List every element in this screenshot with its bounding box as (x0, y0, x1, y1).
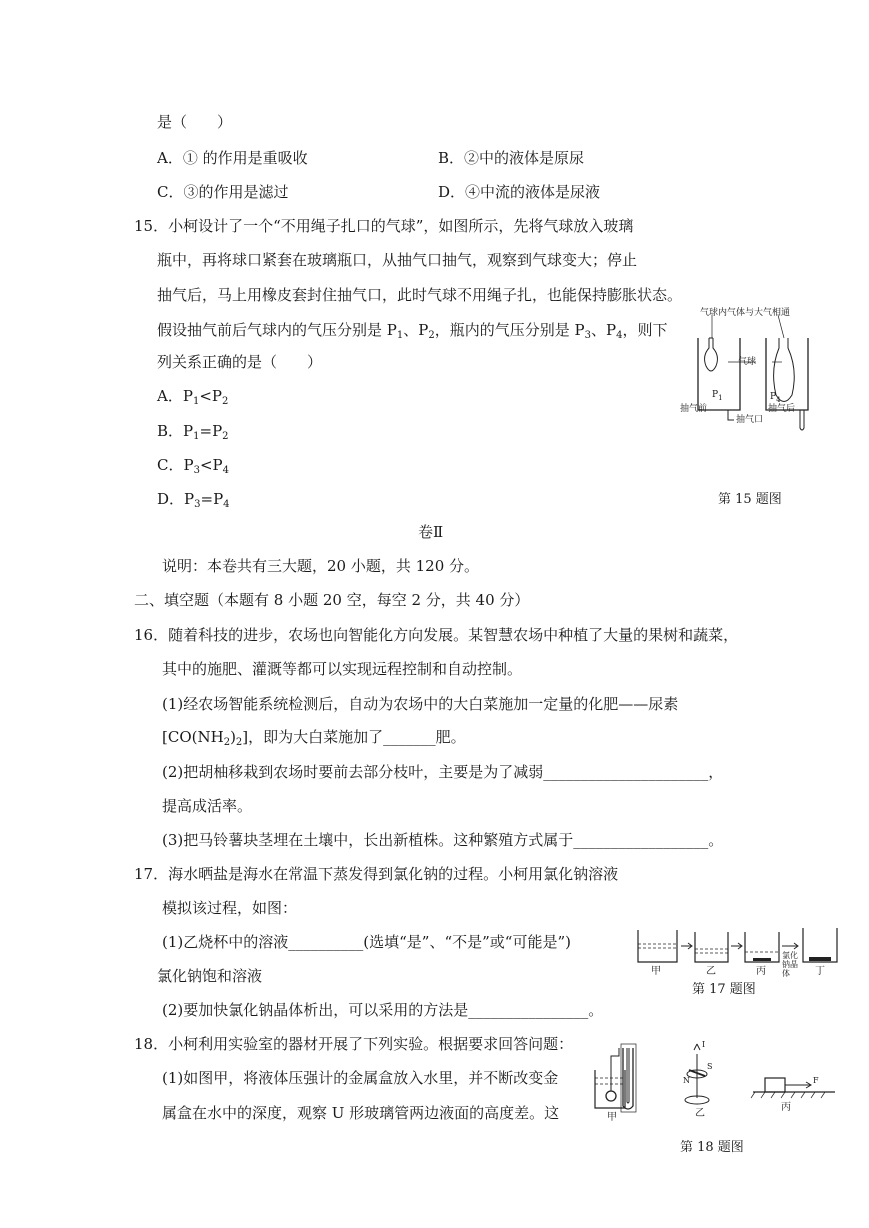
wooden-block (765, 1078, 785, 1092)
q15-option-d: D．$P_3=P_4$ (157, 490, 230, 510)
q15-fig-label-port: 抽气口 (736, 415, 764, 425)
q15-caption: 第 15 题图 (718, 492, 782, 507)
q15-fig-label-before: 抽气前 (680, 404, 708, 414)
q17-fig-label-yi: 乙 (706, 966, 716, 977)
q17-line-1: 17．海水晒盐是海水在常温下蒸发得到氯化钠的过程。小柯用氯化钠溶液 (134, 865, 619, 883)
q15-line-3: 抽气后，马上用橡皮套封住抽气口，此时气球不用绳子扎，也能保持膨胀状态。 (157, 286, 683, 304)
left-balloon (705, 338, 718, 371)
crystal-deposit (753, 958, 771, 961)
q14-option-b: B．②中的液体是原尿 (438, 149, 585, 167)
q16-line-2: 其中的施肥、灌溉等都可以实现远程控制和自动控制。 (162, 660, 523, 678)
q17-fig-label-ding: 丁 (815, 966, 825, 977)
q17-sub1-line-2: 氯化钠饱和溶液 (157, 967, 263, 985)
q15-fig-label-p4: $P_4$ (770, 392, 781, 404)
section-2-heading: 二、填空题（本题有 8 小题 20 空，每空 2 分，共 40 分） (134, 591, 530, 609)
q15-fig-label-p1: $P_1$ (712, 390, 723, 402)
q17-figure (635, 924, 841, 980)
q15-fig-label-top: 气球内气体与大气相通 (700, 308, 791, 318)
q18-sub1-line-1: (1)如图甲，将液体压强计的金属盒放入水里，并不断改变金 (162, 1069, 559, 1087)
q15-line-5: 列关系正确的是（ ） (157, 353, 323, 371)
q17-sub1-line-1: (1)乙烧杯中的溶液__________(选填“是”、“不是”或“可能是”) (162, 933, 571, 951)
q15-option-b: B．$P_1=P_2$ (157, 422, 229, 442)
q17-line-2: 模拟该过程，如图： (162, 899, 298, 917)
q14-tail: 是（ ） (157, 113, 233, 131)
q17-caption: 第 17 题图 (692, 982, 756, 997)
beaker-bing (745, 932, 779, 962)
q17-fig-label-jia: 甲 (651, 966, 661, 977)
q17-fig-label-bing: 丙 (756, 966, 766, 977)
q18-line-1: 18．小柯利用实验室的器材开展了下列实验。根据要求回答问题： (134, 1035, 574, 1053)
q18-fig-label-N: N (683, 1076, 690, 1085)
q15-fig-label-balloon: 气球 (738, 357, 757, 367)
volume-2-note: 说明：本卷共有三大题，20 小题，共 120 分。 (162, 557, 480, 575)
q18-figure (585, 1040, 840, 1125)
beakers-diagram (635, 924, 841, 980)
q15-option-c: C．$P_3<P_4$ (157, 456, 229, 476)
beaker-ding (803, 928, 837, 962)
experiments-diagram (585, 1040, 840, 1125)
q15-fig-label-after: 抽气后 (768, 404, 796, 414)
q18-fig-label-S: S (707, 1062, 713, 1071)
q17-fig-crystal-label: 氯化钠晶体 (782, 951, 798, 978)
q18-sub1-line-2: 属盒在水中的深度，观察 U 形玻璃管两边液面的高度差。这 (162, 1104, 560, 1122)
q18-fig-label-jia: 甲 (607, 1112, 617, 1123)
q16-sub3: (3)把马铃薯块茎埋在土壤中，长出新植株。这种繁殖方式属于__________________。 (162, 831, 724, 849)
q16-sub1-line-2: $[CO(NH_2)_2]$，即为大白菜施加了_______肥。 (162, 728, 466, 748)
q18-fig-label-I: I (702, 1040, 706, 1049)
metal-probe-box (606, 1091, 616, 1101)
q18-fig-label-F: F (813, 1076, 819, 1085)
q17-sub2: (2)要加快氯化钠晶体析出，可以采用的方法是________________。 (162, 1001, 604, 1019)
q15-line-1: 15．小柯设计了一个“不用绳子扎口的气球”，如图所示，先将气球放入玻璃 (134, 217, 634, 235)
suction-port (728, 410, 734, 420)
water-beaker (595, 1070, 625, 1108)
crystal-deposit (809, 957, 831, 961)
q15-line-4: 假设抽气前后气球内的气压分别是 $P_1$、$P_2$，瓶内的气压分别是 $P_3$、$P_4$，则下 (157, 321, 668, 341)
q16-sub1-line-1: (1)经农场智能系统检测后，自动为农场中的大白菜施加一定量的化肥——尿素 (162, 695, 679, 713)
current-arrow-icon (694, 1044, 700, 1050)
q15-line-2: 瓶中，再将球口紧套在玻璃瓶口，从抽气口抽气，观察到气球变大；停止 (157, 251, 638, 269)
q16-sub2-line-1: (2)把胡柚移栽到农场时要前去部分枝叶，主要是为了减弱______________________， (162, 763, 724, 781)
q14-option-c: C．③的作用是滤过 (157, 183, 289, 201)
q15-option-a: A．$P_1<P_2$ (157, 387, 229, 407)
q16-sub2-line-2: 提高成活率。 (162, 797, 253, 815)
q18-fig-label-bing: 丙 (781, 1102, 791, 1113)
q15-figure (678, 300, 823, 435)
volume-2-title: 卷Ⅱ (418, 523, 444, 541)
q14-option-a: A．① 的作用是重吸收 (157, 149, 308, 167)
beaker-jia (638, 930, 677, 962)
q18-fig-label-yi: 乙 (695, 1108, 705, 1119)
q18-caption: 第 18 题图 (680, 1140, 744, 1155)
beaker-yi (695, 932, 728, 962)
q14-option-d: D．④中流的液体是尿液 (438, 183, 601, 201)
q16-line-1: 16．随着科技的进步，农场也向智能化方向发展。某智慧农场中种植了大量的果树和蔬菜， (134, 626, 739, 644)
